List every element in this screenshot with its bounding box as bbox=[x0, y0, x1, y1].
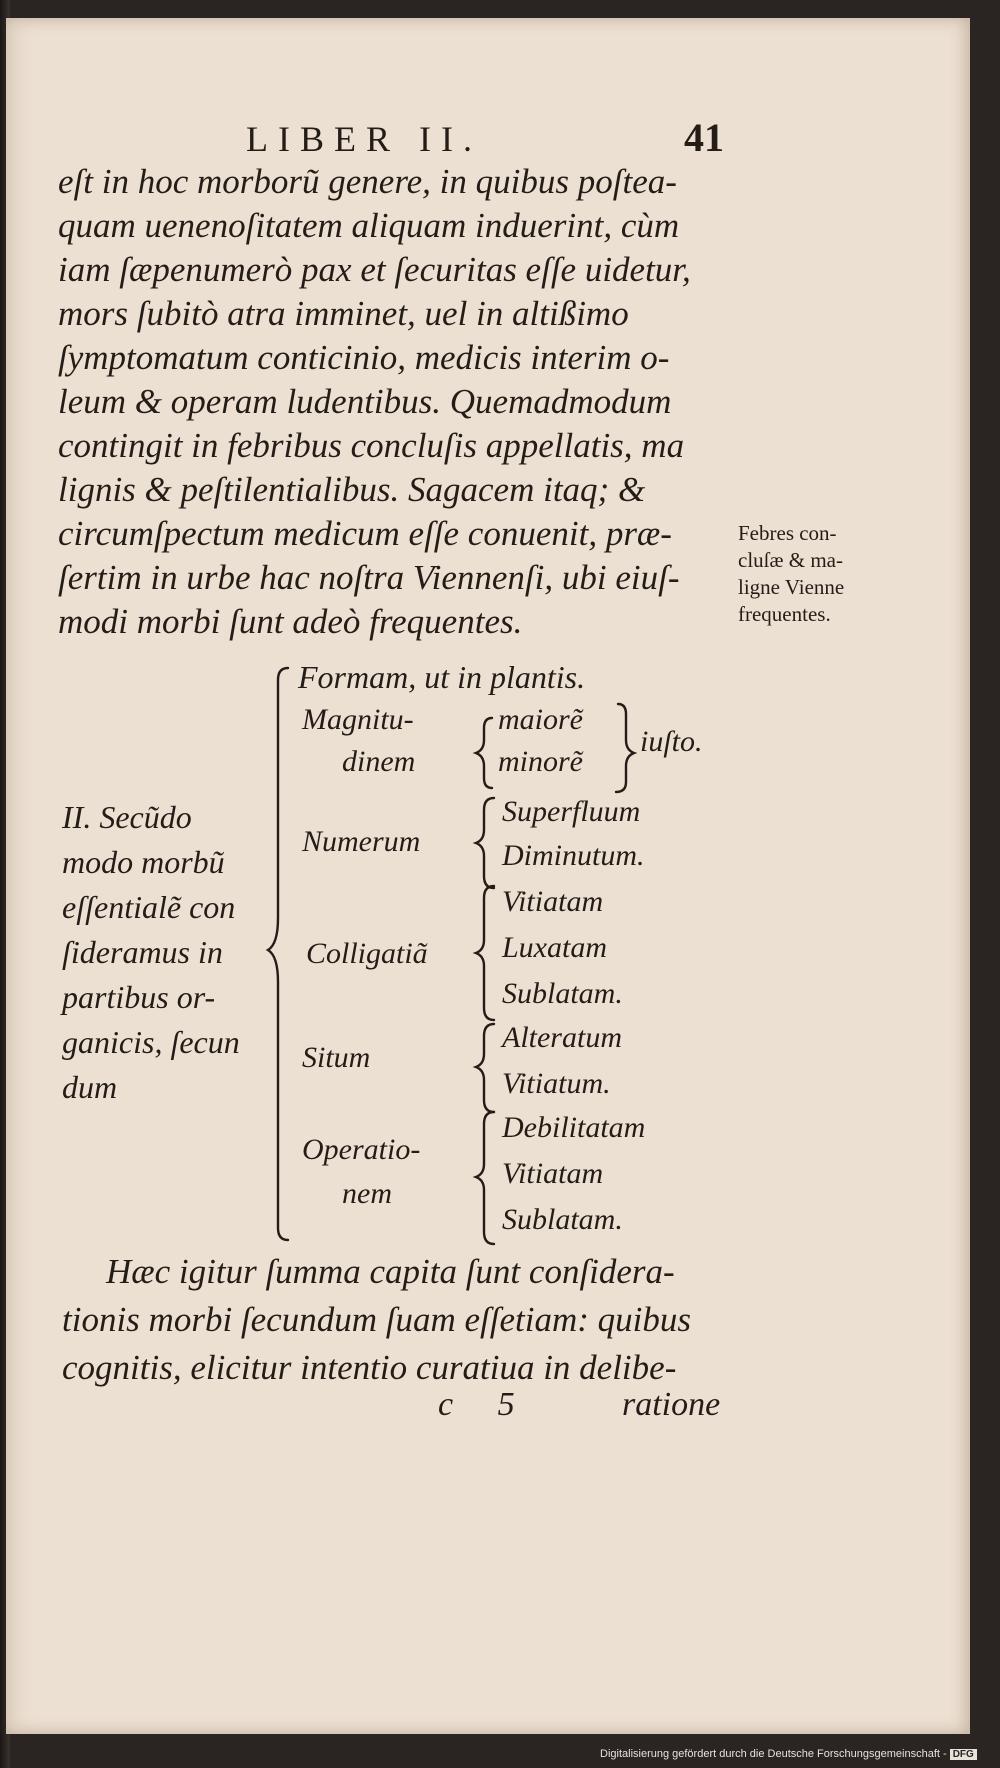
operatio-option: Vitiatam bbox=[502, 1157, 604, 1190]
colligatio-option: Luxatam bbox=[502, 931, 607, 964]
diagram-root-line: ſideramus in bbox=[62, 934, 223, 970]
text-line: ſymptomatum conticinio, medicis interim o- bbox=[58, 338, 670, 377]
situs-brace bbox=[476, 1024, 494, 1112]
text-line: eſt in hoc morborũ genere, in quibus poſtea- bbox=[58, 162, 677, 201]
diagram-root-line: dum bbox=[62, 1069, 118, 1105]
book-page bbox=[6, 18, 970, 1734]
text-line: iam ſæpenumerò pax et ſecuritas eſſe uidetur, bbox=[58, 250, 691, 289]
text-line: leum & operam ludentibus. Quemadmodum bbox=[58, 382, 672, 421]
magnitudo-option: maiorẽ bbox=[498, 703, 583, 736]
main-brace bbox=[268, 668, 288, 1240]
colligatio-option: Sublatam. bbox=[502, 977, 623, 1010]
signature-mark: c 5 bbox=[438, 1386, 533, 1423]
diagram-root-line: II. Secũdo bbox=[62, 799, 192, 835]
situs-option: Vitiatum. bbox=[502, 1067, 611, 1100]
text-line: contingit in febribus concluſis appellatis, ma bbox=[58, 426, 685, 465]
magnitudo-suffix: iuſto. bbox=[640, 725, 703, 758]
margin-note-line: Febres con- bbox=[738, 521, 837, 545]
text-line: mors ſubitò atra imminet, uel in altißimo bbox=[58, 294, 629, 333]
magnitudo-label: dinem bbox=[342, 745, 416, 778]
colligatio-label: Colligatiã bbox=[306, 937, 428, 970]
text-line: tionis morbi ſecundum ſuam eſſetiam: quibus bbox=[62, 1300, 691, 1339]
catchword: ratione bbox=[622, 1386, 721, 1423]
diagram-root-line: ganicis, ſecun bbox=[62, 1024, 240, 1060]
margin-note-line: frequentes. bbox=[738, 602, 831, 626]
diagram-root-line: modo morbũ bbox=[62, 844, 225, 880]
numerus-label: Numerum bbox=[302, 825, 421, 858]
diagram-root-line: eſſentialẽ con bbox=[62, 889, 236, 925]
situs-option: Alteratum bbox=[502, 1021, 622, 1054]
text-line: quam uenenoſitatem aliquam induerint, cùm bbox=[58, 206, 680, 245]
magnitudo-right-brace bbox=[616, 704, 634, 792]
colligatio-option: Vitiatam bbox=[502, 885, 604, 918]
operatio-label: nem bbox=[342, 1177, 392, 1210]
magnitudo-label: Magnitu- bbox=[302, 703, 414, 736]
numerus-brace bbox=[476, 798, 494, 888]
forma-entry: Formam, ut in plantis. bbox=[298, 659, 586, 695]
text-line: ſertim in urbe hac noſtra Viennenſi, ubi eiuſ- bbox=[58, 558, 680, 597]
dfg-logo: DFG bbox=[950, 1749, 977, 1760]
magnitudo-option: minorẽ bbox=[498, 745, 583, 778]
text-line: lignis & peſtilentialibus. Sagacem itaq; & bbox=[58, 470, 646, 509]
margin-note-line: ligne Vienne bbox=[738, 575, 845, 599]
numerus-option: Diminutum. bbox=[502, 839, 645, 872]
text-line: circumſpectum medicum eſſe conuenit, præ- bbox=[58, 514, 672, 553]
page-number: 41 bbox=[684, 115, 724, 160]
digitization-credit bbox=[600, 1748, 977, 1760]
numerus-option: Superfluum bbox=[502, 795, 641, 828]
situs-label: Situm bbox=[302, 1041, 371, 1074]
operatio-brace bbox=[476, 1112, 494, 1244]
text-line: Hæc igitur ſumma capita ſunt conſidera- bbox=[106, 1252, 675, 1291]
text-line: cognitis, elicitur intentio curatiua in delibe- bbox=[62, 1348, 677, 1387]
magnitudo-brace bbox=[476, 718, 492, 788]
operatio-option: Sublatam. bbox=[502, 1203, 623, 1236]
margin-note-line: cluſæ & ma- bbox=[738, 548, 843, 572]
operatio-label: Operatio- bbox=[302, 1133, 421, 1166]
operatio-option: Debilitatam bbox=[502, 1111, 646, 1144]
colligatio-brace bbox=[476, 886, 494, 1020]
diagram-root-line: partibus or- bbox=[62, 979, 216, 1015]
credit-text: Digitalisierung gefördert durch die Deutsche Forschungsgemeinschaft - bbox=[600, 1748, 947, 1760]
running-head-title: LIBER II. bbox=[246, 119, 482, 159]
text-line: modi morbi ſunt adeò frequentes. bbox=[58, 602, 523, 641]
